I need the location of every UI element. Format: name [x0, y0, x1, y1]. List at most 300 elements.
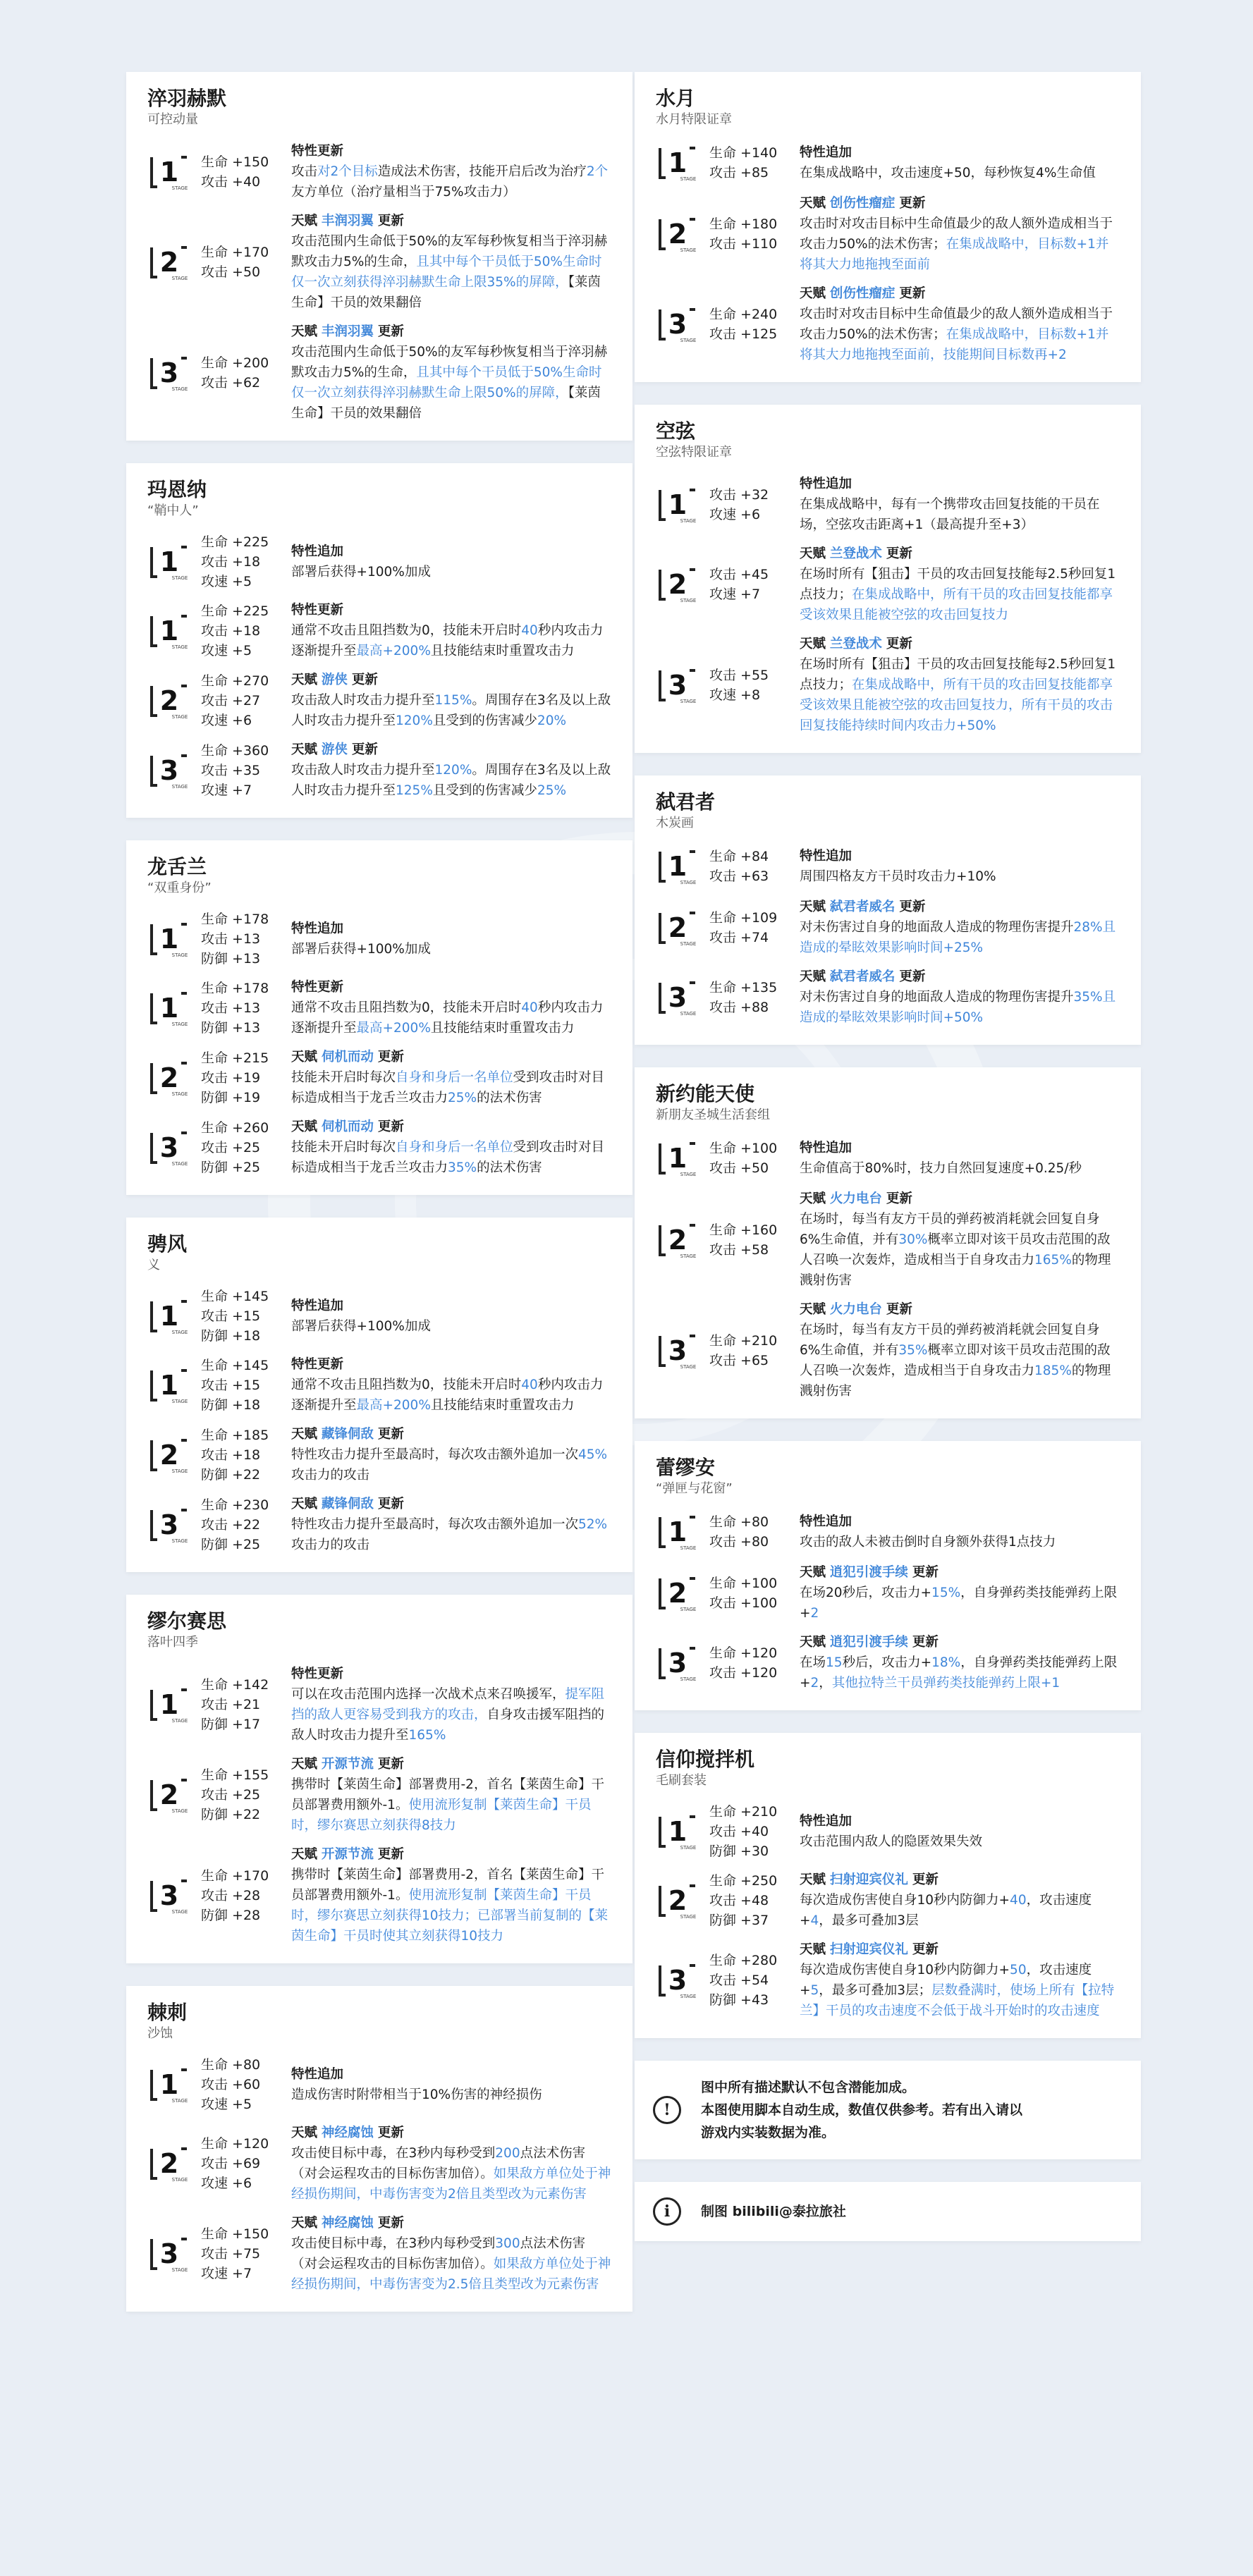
stat-bonus-list: [191, 2134, 291, 2193]
stat-bonus: 生命 +225: [201, 603, 269, 619]
stage-description: [800, 1562, 1120, 1624]
svg-text:2: 2: [668, 219, 687, 250]
stat-bonus: 攻击 +35: [201, 762, 261, 778]
stat-bonus-list: [191, 1765, 291, 1824]
stage-row: [656, 962, 1120, 1032]
description-heading: [800, 142, 1120, 163]
svg-text:1: 1: [159, 156, 179, 188]
stat-bonus: 生命 +180: [709, 216, 778, 232]
stage-description: [800, 1189, 1120, 1291]
highlight-text: 165%: [408, 1728, 446, 1743]
plain-text: 部署后获得+100%加成: [291, 1319, 431, 1334]
highlight-text: 50: [1010, 1963, 1027, 1977]
operator-card: [635, 1733, 1141, 2038]
highlight-text: 52%: [578, 1517, 608, 1532]
plain-text: 生命值高于80%时，技力自然回复速度+0.25/秒: [800, 1161, 1082, 1176]
operator-name: 信仰搅拌机: [656, 1748, 755, 1771]
svg-text:3: 3: [159, 357, 179, 388]
operator-name: 弑君者: [656, 790, 716, 814]
stat-bonus-list: [699, 1574, 800, 1613]
heading-label: 特性追加: [291, 1299, 344, 1313]
stage-3-icon: [656, 1958, 699, 2002]
plain-text: ，攻击速度+: [800, 1893, 1092, 1928]
heading-label: 天赋: [291, 1120, 318, 1134]
stat-bonus-list: [191, 1287, 291, 1346]
stat-bonus-list: [191, 979, 291, 1038]
stat-bonus-list: [191, 909, 291, 969]
svg-text:STAGE: STAGE: [171, 1718, 188, 1724]
stage-description: [291, 1844, 611, 1946]
description-text: [291, 231, 611, 313]
plain-text: 攻击范围内生命低于50%的友军每秒恢复相当于淬羽赫默攻击力5%的生命，: [291, 345, 608, 380]
plain-text: 的法术伤害: [477, 1160, 542, 1175]
plain-text: 在场20秒后，攻击力+: [800, 1586, 932, 1600]
svg-text:2: 2: [159, 1439, 179, 1471]
stat-bonus-list: [191, 1048, 291, 1108]
stat-bonus: 生命 +178: [201, 912, 269, 927]
description-heading: [800, 283, 1120, 304]
stat-bonus-list: [191, 1118, 291, 1177]
stage-description: [291, 321, 611, 424]
stat-bonus: 防御 +30: [709, 1844, 769, 1859]
highlight-text: 20%: [537, 713, 567, 728]
description-heading: [800, 474, 1120, 494]
stage-1-icon: [147, 1363, 191, 1407]
update-label: 更新: [912, 1635, 939, 1650]
operator-card: [126, 72, 632, 441]
description-heading: [291, 2213, 611, 2233]
svg-text:STAGE: STAGE: [680, 940, 697, 947]
plain-text: 特性攻击力提升至最高时，每次攻击额外追加一次: [291, 1447, 579, 1462]
plain-text: 周围四格友方干员时攻击力+10%: [800, 869, 996, 884]
highlight-text: 层数叠满时，使场上所有【拉特兰】干员的攻击速度不会低于战斗开始时的攻击速度: [800, 1983, 1115, 2018]
stage-row: [147, 735, 611, 805]
plain-text: ，自身弹药类技能弹药上限+: [800, 1586, 1118, 1621]
stat-bonus: 攻击 +27: [201, 692, 261, 709]
stage-2-icon: [147, 1773, 191, 1817]
stage-description: [800, 193, 1120, 275]
description-heading: [800, 846, 1120, 866]
update-label: 更新: [886, 637, 912, 651]
highlight-text: 45%: [578, 1447, 608, 1462]
stat-bonus: 攻击 +110: [709, 236, 778, 252]
talent-name: 扫射迎宾仪礼: [829, 1872, 908, 1887]
stat-bonus: 攻击 +65: [709, 1352, 769, 1368]
highlight-text: 如果敌方单位处于神经损伤期间，中毒伤害变为2.5倍且类型改为元素伤害: [291, 2257, 611, 2292]
stat-bonus: 攻速 +7: [201, 2266, 252, 2281]
heading-label: 特性追加: [800, 477, 852, 491]
stage-row: [147, 1490, 611, 1559]
highlight-text: 最高+200%: [356, 1021, 431, 1036]
heading-label: 天赋: [291, 1757, 318, 1772]
stat-bonus: 生命 +240: [709, 307, 778, 322]
stage-1-icon: [656, 845, 699, 888]
plain-text: 技能未开启时每次: [291, 1070, 396, 1085]
stage-row: [147, 1660, 611, 1750]
operator-name: 玛恩纳: [147, 478, 207, 501]
svg-text:STAGE: STAGE: [171, 1808, 188, 1814]
stage-row: [147, 528, 611, 596]
plain-text: 秒内攻击力逐渐提升至: [291, 1000, 604, 1036]
stat-bonus: 攻击 +32: [709, 486, 769, 503]
plain-text: 攻击的敌人未被击倒时自身额外获得1点技力: [800, 1535, 1056, 1550]
stat-bonus-list: [191, 1495, 291, 1554]
plain-text: 攻击敌人时攻击力提升至: [291, 693, 435, 708]
heading-label: 天赋: [291, 1497, 318, 1511]
svg-text:STAGE: STAGE: [171, 1538, 188, 1544]
svg-text:STAGE: STAGE: [171, 1021, 188, 1027]
stat-bonus: 攻速 +5: [201, 2097, 252, 2112]
description-heading: [800, 544, 1120, 564]
stat-bonus: 攻击 +125: [709, 326, 778, 342]
svg-text:2: 2: [668, 569, 687, 600]
highlight-text: 165%: [1034, 1253, 1072, 1268]
talent-name: 开源节流: [321, 1847, 374, 1862]
stage-2-icon: [656, 1879, 699, 1922]
stat-bonus: 攻击 +13: [201, 931, 261, 947]
disclaimer-line: 游戏内实装数据为准。: [701, 2125, 836, 2140]
svg-text:STAGE: STAGE: [680, 1545, 697, 1551]
highlight-text: 使用流形复制【莱茵生命】干员时，缪尔赛思立刻获得10技力；已部署当前复制的【莱茵生命】干员时使其立刻获得10技力: [291, 1888, 609, 1944]
talent-name: 弑君者威名: [829, 969, 896, 984]
heading-label: 特性追加: [800, 1514, 852, 1529]
stat-bonus: 生命 +135: [709, 979, 778, 995]
update-label: 更新: [886, 1302, 912, 1317]
talent-name: 丰润羽翼: [321, 214, 374, 228]
highlight-text: 最高+200%: [356, 1398, 431, 1413]
stat-bonus: 生命 +270: [201, 673, 269, 689]
operator-name: 淬羽赫默: [147, 87, 227, 110]
operator-card: [126, 1218, 632, 1572]
stat-bonus-list: [699, 1643, 800, 1683]
plain-text: 特性攻击力提升至最高时，每次攻击额外追加一次: [291, 1517, 579, 1532]
stage-description: [800, 1939, 1120, 2021]
stat-bonus: 攻击 +25: [201, 1787, 261, 1803]
description-text: [291, 998, 611, 1038]
stage-row: [147, 973, 611, 1043]
stage-description: [291, 977, 611, 1038]
description-text: [291, 1865, 611, 1946]
description-text: [800, 987, 1120, 1028]
svg-text:STAGE: STAGE: [171, 1160, 188, 1167]
stage-row: [656, 189, 1120, 279]
highlight-text: 25%: [537, 783, 567, 798]
heading-label: 天赋: [800, 637, 826, 651]
heading-label: 天赋: [291, 214, 318, 228]
highlight-text: 且其中每个干员低于50%生命时仅一次立刻获得淬羽赫默生命上限35%的屏障，: [291, 254, 602, 290]
highlight-text: 且其中每个干员低于50%生命时仅一次立刻获得淬羽赫默生命上限50%的屏障，: [291, 365, 602, 400]
stat-bonus: 攻击 +45: [709, 567, 769, 582]
stage-description: [800, 1511, 1120, 1552]
talent-name: 游侠: [321, 742, 348, 757]
stat-bonus: 生命 +178: [201, 980, 269, 996]
plain-text: 通常不攻击且阻挡数为0，技能未开启时: [291, 623, 522, 638]
svg-text:3: 3: [668, 1335, 687, 1366]
description-text: [291, 161, 611, 202]
stage-row: [656, 630, 1120, 740]
plain-text: 且技能结束时重置攻击力: [430, 1398, 575, 1413]
stage-description: [291, 541, 611, 582]
stage-3-icon: [147, 2232, 191, 2276]
svg-text:STAGE: STAGE: [680, 1845, 697, 1851]
stage-1-icon: [147, 917, 191, 961]
stage-description: [291, 1296, 611, 1337]
stat-bonus-list: [699, 908, 800, 947]
description-heading: [291, 1047, 611, 1067]
warning-icon: !: [653, 2096, 681, 2124]
svg-text:1: 1: [159, 546, 179, 577]
highlight-text: 185%: [1034, 1363, 1072, 1378]
stat-bonus: 生命 +120: [201, 2136, 269, 2152]
highlight-text: 2: [810, 1676, 819, 1691]
stat-bonus-list: [699, 1951, 800, 2010]
stat-bonus: 生命 +145: [201, 1289, 269, 1304]
svg-text:3: 3: [159, 754, 179, 786]
svg-text:3: 3: [668, 981, 687, 1013]
stage-row: [656, 279, 1120, 369]
stat-bonus-list: [699, 305, 800, 344]
stage-3-icon: [147, 749, 191, 792]
plain-text: 概率立即对该干员攻击范围的敌人召唤一次轰炸，造成相当于自身攻击力: [800, 1343, 1111, 1378]
stat-bonus: 攻击 +58: [709, 1241, 769, 1258]
stat-bonus: 生命 +360: [201, 742, 269, 759]
stage-row: [656, 1184, 1120, 1295]
svg-text:1: 1: [159, 2069, 179, 2100]
plain-text: 且受到的伤害减少: [432, 783, 537, 798]
svg-text:1: 1: [159, 1689, 179, 1720]
heading-label: 天赋: [291, 742, 318, 757]
plain-text: 在集成战略中，攻击速度+50，每秒恢复4%生命值: [800, 166, 1096, 180]
stat-bonus: 生命 +100: [709, 1141, 778, 1156]
plain-text: 每次造成伤害使自身10秒内防御力+: [800, 1963, 1010, 1977]
operator-skin-name: 水月特限证章: [656, 112, 732, 127]
description-heading: [291, 2064, 611, 2085]
talent-name: 藏锋侗敌: [321, 1497, 374, 1511]
stat-bonus-list: [191, 741, 291, 800]
description-heading: [800, 1632, 1120, 1652]
stat-bonus: 防御 +17: [201, 1717, 261, 1732]
plain-text: ，: [819, 1676, 832, 1691]
stat-bonus: 生命 +170: [201, 244, 269, 260]
operator-name: 缪尔赛思: [147, 1609, 227, 1633]
svg-text:1: 1: [668, 147, 687, 178]
description-text: [291, 620, 611, 661]
svg-text:STAGE: STAGE: [171, 275, 188, 281]
operator-name: 空弦: [656, 419, 696, 443]
stat-bonus-list: [191, 2055, 291, 2114]
highlight-text: 120%: [396, 713, 433, 728]
stat-bonus: 生命 +109: [709, 909, 778, 926]
stat-bonus: 攻击 +19: [201, 1069, 261, 1086]
svg-text:1: 1: [668, 489, 687, 520]
description-heading: [291, 1424, 611, 1445]
stat-bonus: 防御 +18: [201, 1328, 261, 1344]
heading-label: 特性追加: [291, 2067, 344, 2082]
stage-2-icon: [147, 1056, 191, 1100]
description-heading: [800, 1811, 1120, 1832]
stage-description: [800, 544, 1120, 625]
heading-label: 天赋: [800, 196, 826, 211]
description-heading: [291, 977, 611, 998]
update-label: 更新: [886, 546, 912, 561]
svg-text:1: 1: [159, 615, 179, 646]
stat-bonus: 攻速 +6: [201, 712, 252, 728]
stat-bonus: 攻击 +88: [709, 999, 769, 1015]
description-text: [291, 2143, 611, 2204]
stage-1-icon: [147, 1683, 191, 1726]
description-heading: [800, 967, 1120, 987]
highlight-text: 28%且造成的晕眩效果影响时间+25%: [800, 920, 1116, 955]
stage-3-icon: [656, 1641, 699, 1685]
stage-description: [800, 1632, 1120, 1693]
stat-bonus: 生命 +230: [201, 1497, 269, 1513]
svg-text:2: 2: [668, 1884, 687, 1916]
heading-label: 天赋: [800, 1635, 826, 1650]
info-icon: i: [653, 2197, 681, 2226]
disclaimer-line: 本图使用脚本自动生成，数值仅供参考。若有出入请以: [701, 2102, 1023, 2118]
svg-text:2: 2: [159, 2148, 179, 2179]
svg-text:STAGE: STAGE: [680, 1994, 697, 1999]
svg-text:STAGE: STAGE: [171, 1908, 188, 1915]
stage-description: [800, 474, 1120, 535]
operator-name: 蕾缪安: [656, 1456, 716, 1479]
highlight-text: 在集成战略中，所有干员的攻击回复技能都享受该效果且能被空弦的攻击回复技力: [800, 587, 1113, 622]
plain-text: ，攻击速度+: [800, 1963, 1092, 1998]
description-heading: [291, 1494, 611, 1514]
description-heading: [291, 600, 611, 620]
heading-label: 天赋: [291, 324, 318, 339]
stat-bonus: 生命 +210: [709, 1804, 778, 1820]
stat-bonus: 攻击 +18: [201, 554, 261, 570]
description-heading: [291, 919, 611, 939]
stage-1-icon: [147, 150, 191, 194]
stat-bonus-list: [699, 1512, 800, 1552]
stage-2-icon: [656, 1218, 699, 1262]
stage-row: [147, 2051, 611, 2118]
plain-text: 秒内攻击力逐渐提升至: [291, 623, 604, 658]
talent-name: 兰登战术: [829, 546, 882, 561]
description-heading: [291, 740, 611, 760]
plain-text: 攻击时对攻击目标中生命值最少的敌人额外造成相当于攻击力50%的法术伤害；: [800, 216, 1113, 252]
right-column: [635, 72, 1141, 2264]
stage-description: [800, 897, 1120, 958]
stat-bonus-list: [191, 353, 291, 393]
stage-row: [147, 1350, 611, 1420]
stat-bonus: 生命 +80: [709, 1514, 769, 1530]
disclaimer-note: [635, 2061, 1141, 2159]
talent-name: 神经腐蚀: [321, 2216, 374, 2231]
update-label: 更新: [912, 1872, 939, 1887]
plain-text: 。周围存在3名及以上敌人时攻击力提升至: [291, 763, 611, 798]
description-text: [800, 654, 1120, 736]
plain-text: 在场时所有【狙击】干员的攻击回复技能每2.5秒回复1点技力；: [800, 657, 1116, 692]
stat-bonus: 攻击 +62: [201, 374, 261, 391]
operator-name: 骋风: [147, 1232, 188, 1256]
highlight-text: 其他拉特兰干员弹药类技能弹药上限+1: [831, 1676, 1061, 1691]
talent-name: 创伤性瘤症: [829, 286, 896, 301]
stage-description: [291, 1047, 611, 1108]
stat-bonus: 攻击 +85: [709, 165, 769, 180]
heading-label: 天赋: [291, 2126, 318, 2140]
talent-name: 火力电台: [829, 1302, 882, 1317]
stat-bonus: 攻速 +7: [201, 782, 252, 798]
update-label: 更新: [912, 1565, 939, 1580]
stage-description: [291, 211, 611, 313]
plain-text: 友方单位（治疗量相当于75%攻击力）: [291, 185, 516, 200]
stat-bonus-list: [699, 847, 800, 886]
description-text: [800, 163, 1120, 183]
stat-bonus: 攻击 +18: [201, 1447, 261, 1463]
highlight-text: 125%: [396, 783, 433, 798]
svg-text:STAGE: STAGE: [171, 185, 188, 191]
plain-text: 造成伤害时附带相当于10%伤害的神经损伤: [291, 2087, 542, 2102]
stat-bonus: 攻击 +120: [709, 1664, 778, 1681]
stat-bonus: 生命 +150: [201, 2226, 269, 2242]
operator-skin-name: 新朋友圣城生活套组: [656, 1108, 770, 1122]
plain-text: ，最多可叠加3层；: [819, 1983, 932, 1998]
svg-text:1: 1: [668, 1143, 687, 1174]
description-text: [800, 1532, 1120, 1552]
stat-bonus: 攻击 +22: [201, 1516, 261, 1533]
stat-bonus: 生命 +225: [201, 534, 269, 550]
plain-text: 对未伤害过自身的地面敌人造成的物理伤害提升: [800, 990, 1074, 1005]
plain-text: 在集成战略中，每有一个携带攻击回复技能的干员在场，空弦攻击距离+1（最高提升至+3）: [800, 497, 1100, 532]
stat-bonus: 防御 +13: [201, 951, 261, 967]
svg-text:3: 3: [159, 2238, 179, 2269]
svg-text:1: 1: [159, 992, 179, 1024]
update-label: 更新: [377, 1050, 404, 1065]
highlight-text: 40: [521, 623, 538, 638]
plain-text: 的物理溅射伤害: [800, 1253, 1111, 1288]
operator-card: [126, 463, 632, 818]
talent-name: 火力电台: [829, 1191, 882, 1206]
stat-bonus: 生命 +250: [709, 1872, 778, 1889]
highlight-text: 对2个目标: [317, 164, 378, 179]
plain-text: 攻击力的攻击: [291, 1468, 370, 1483]
stat-bonus-list: [699, 1802, 800, 1861]
description-text: [800, 1652, 1120, 1693]
plain-text: 对未伤害过自身的地面敌人造成的物理伤害提升: [800, 920, 1074, 935]
plain-text: 。周围存在3名及以上敌人时攻击力提升至: [291, 693, 611, 728]
svg-text:STAGE: STAGE: [171, 1330, 188, 1335]
talent-name: 逍犯引渡手续: [829, 1635, 908, 1650]
stat-bonus: 生命 +215: [201, 1050, 269, 1066]
stat-bonus: 攻击 +28: [201, 1887, 261, 1903]
stat-bonus: 防御 +13: [201, 1019, 261, 1036]
update-label: 更新: [899, 900, 926, 914]
svg-text:STAGE: STAGE: [680, 1363, 697, 1370]
plain-text: 受到攻击时对目标造成相当于龙舌兰攻击力: [291, 1140, 605, 1175]
highlight-text: 35%且造成的晕眩效果影响时间+50%: [800, 990, 1116, 1025]
plain-text: 攻击时对攻击目标中生命值最少的敌人额外造成相当于攻击力50%的法术伤害；: [800, 307, 1113, 342]
stat-bonus: 攻击 +69: [201, 2156, 261, 2171]
stage-row: [147, 1282, 611, 1350]
description-heading: [800, 1870, 1120, 1890]
stat-bonus-list: [191, 243, 291, 282]
operator-skin-name: “鞘中人”: [147, 503, 199, 518]
description-heading: [800, 1562, 1120, 1583]
heading-label: 天赋: [800, 546, 826, 561]
stat-bonus: 攻速 +6: [709, 506, 761, 522]
stage-row: [147, 1112, 611, 1182]
operator-name: 龙舌兰: [147, 855, 207, 878]
stat-bonus: 攻击 +18: [201, 622, 261, 639]
heading-label: 特性更新: [291, 1357, 344, 1372]
update-label: 更新: [912, 1942, 939, 1957]
svg-text:2: 2: [159, 1779, 179, 1810]
description-text: [291, 690, 611, 731]
stat-bonus-list: [191, 532, 291, 591]
